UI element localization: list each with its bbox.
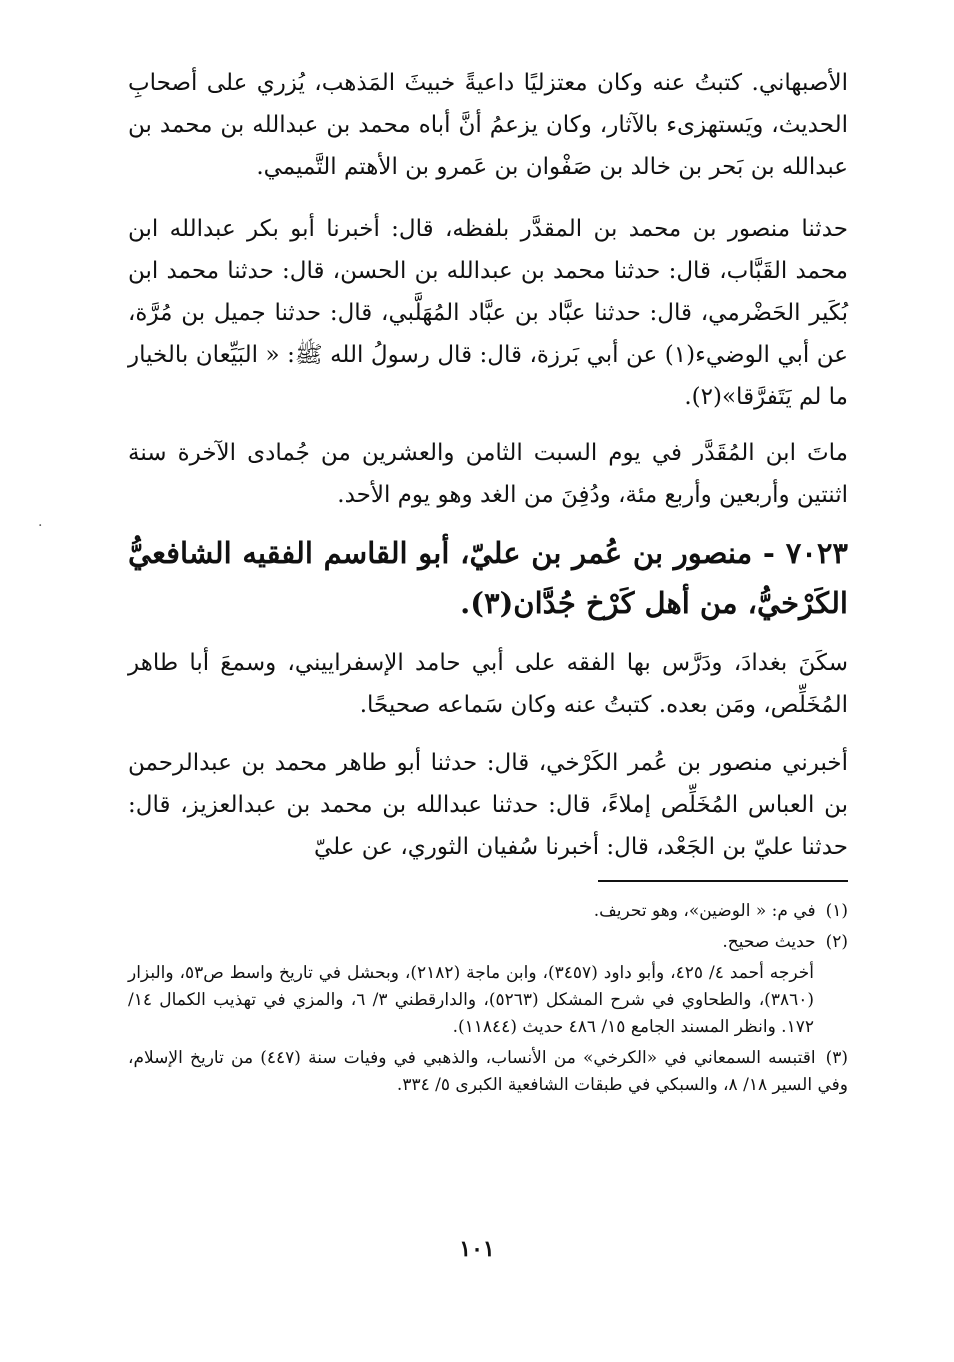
footnote-3-number: (٣) — [825, 1048, 848, 1068]
footnote-3-text: اقتبسه السمعاني في «الكرخي» من الأنساب، والذهبي في وفيات سنة (٤٤٧) من تاريخ الإسلام، وفي السير ١٨/ ٨، والسبكي في طبقات الشافعية الكبرى ٥/ ٣٣٤. — [128, 1048, 848, 1095]
body-paragraph-2: حدثنا منصور بن محمد بن المقدَّر بلفظه، قال: أخبرنا أبو بكر عبدالله ابن محمد القَبَّاب، قال: حدثنا محمد بن عبدالله بن الحسن، قال: حدثنا محمد ابن بُكَير الحَضْرمي، قال: حدثنا عبَّاد بن عبَّاد المُهَلَّبي، قال: حدثنا جميل بن مُرَّة، عن أبي الوضيء(١) عن أبي بَرزة، قال: قال رسولُ الله ﷺ: « البَيِّعان بالخيار ما لم يَتَفرَّقا»(٢). — [128, 216, 848, 410]
entry-heading: ٧٠٢٣ - منصور بن عُمر بن عليّ، أبو القاسم الفقيه الشافعيُّ الكَرْخيُّ، من أهل كَرْخ جُدَّان(٣). — [128, 536, 848, 620]
footnote-2-number: (٢) — [825, 932, 848, 952]
body-paragraph-5: أخبرني منصور بن عُمر الكَرْخي، قال: حدثنا أبو طاهر محمد بن عبدالرحمن بن العباس المُخَلِّص إملاءً، قال: حدثنا عبدالله بن محمد بن عبدالعزيز، قال: حدثنا عليّ بن الجَعْد، قال: أخبرنا سُفيان الثوري، عن عليّ — [128, 750, 848, 860]
footnote-1-text: في م: « الوضين»، وهو تحريف. — [593, 901, 816, 921]
footnote-3 — [128, 1045, 848, 1099]
margin-mark: . — [38, 514, 43, 530]
page-number: ١٠١ — [459, 1236, 495, 1262]
footnote-1-number: (١) — [825, 901, 848, 921]
footnotes-section — [128, 898, 848, 1103]
footnote-2 — [128, 929, 848, 956]
footnote-2-text: حديث صحيح. — [722, 932, 816, 952]
footnote-divider — [598, 880, 848, 882]
body-paragraph-1: الأصبهاني. كتبتُ عنه وكان معتزليًا داعيةً خبيثَ المَذهب، يُزري على أصحابِ الحديث، ويَستهزىء بالآثار، وكان يزعمُ أنَّ أباه محمد بن عبدالله بن محمد بن عبدالله بن بَحر بن خالد بن صَفْوان بن عَمرو بن الأهتم التَّميمي. — [128, 70, 848, 180]
body-paragraph-3: ماتَ ابن المُقَدَّر في يوم السبت الثامن والعشرين من جُمادى الآخرة سنة اثنتين وأربعين وأربع مئة، ودُفِنَ من الغد وهو يوم الأحد. — [128, 440, 848, 508]
footnote-1 — [128, 898, 848, 925]
footnote-2-detail: أخرجه أحمد ٤/ ٤٢٥، وأبو داود (٣٤٥٧)، وابن ماجة (٢١٨٢)، وبحشل في تاريخ واسط ص٥٣، والبزار (٣٨٦٠)، والطحاوي في شرح المشكل (٥٢٦٣)، والدارقطني ٣/ ٦، والمزي في تهذيب الكمال ١٤/ ١٧٢. وانظر المسند الجامع ١٥/ ٤٨٦ حديث (١١٨٤٤). — [128, 963, 814, 1037]
body-paragraph-4: سكَنَ بغدادَ، ودَرَّس بها الفقه على أبي حامد الإسفراييني، وسمعَ أبا طاهر المُخَلِّص، ومَن بعده. كتبتُ عنه وكان سَماعه صحيحًا. — [128, 650, 848, 718]
